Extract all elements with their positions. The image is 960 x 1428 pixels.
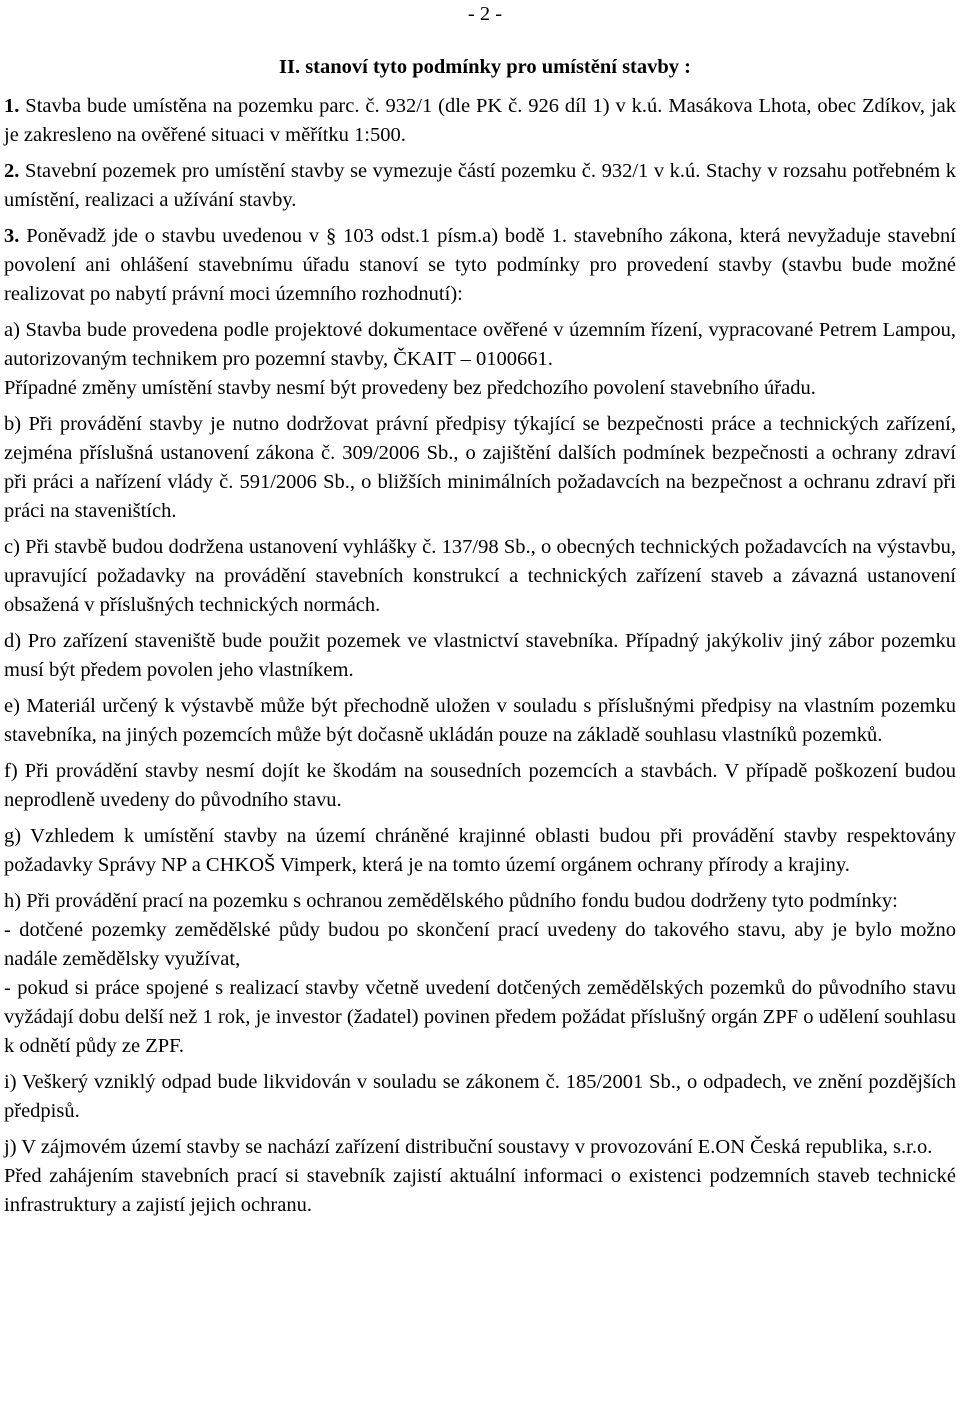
condition-3-text: Poněvadž jde o stavbu uvedenou v § 103 odst.1 písm.a) bodě 1. stavebního zákona, která nevyžaduje stavební povolení ani ohlášení stavebnímu úřadu stanoví se tyto podmínky pro provedení stavby (stavbu bude možné realizovat po nabytí právní moci územního rozhodnutí): [4, 225, 956, 305]
condition-2 [4, 157, 956, 215]
condition-h-point-1: - dotčené pozemky zemědělské půdy budou po skončení prací uvedeny do takového stavu, aby je bylo možno nadále zemědělsky využívat, [4, 919, 956, 970]
condition-d: d) Pro zařízení staveniště bude použit pozemek ve vlastnictví stavebníka. Případný jakýkoliv jiný zábor pozemku musí být předem povolen jeho vlastníkem. [4, 630, 956, 681]
condition-2-text: Stavební pozemek pro umístění stavby se vymezuje částí pozemku č. 932/1 v k.ú. Stachy v rozsahu potřebném k umístění, realizaci a užívání stavby. [4, 160, 956, 211]
condition-1 [4, 92, 956, 150]
condition-j-note: Před zahájením stavebních prací si stavebník zajistí aktuální informaci o existenci podzemních staveb technické infrastruktury a zajistí jejich ochranu. [4, 1165, 956, 1216]
page-number [4, 0, 956, 29]
condition-i: i) Veškerý vzniklý odpad bude likvidován v souladu se zákonem č. 185/2001 Sb., o odpadech, ve znění pozdějších předpisů. [4, 1071, 956, 1122]
condition-e: e) Materiál určený k výstavbě může být přechodně uložen v souladu s příslušnými předpisy na vlastním pozemku stavebníka, na jiných pozemcích může být dočasně ukládán pouze na základě souhlasu vlastníků pozemků. [4, 695, 956, 746]
condition-a: a) Stavba bude provedena podle projektové dokumentace ověřené v územním řízení, vypracované Petrem Lampou, autorizovaným technikem pro pozemní stavby, ČKAIT – 0100661. [4, 319, 956, 370]
condition-f: f) Při provádění stavby nesmí dojít ke škodám na sousedních pozemcích a stavbách. V případě poškození budou neprodleně uvedeny do původního stavu. [4, 760, 956, 811]
section-heading-text: II. stanoví tyto podmínky pro umístění stavby : [279, 56, 691, 78]
condition-b: b) Při provádění stavby je nutno dodržovat právní předpisy týkající se bezpečnosti práce a technických zařízení, zejména příslušná ustanovení zákona č. 309/2006 Sb., o zajištění dalších podmínek bezpečnosti a ochrany zdraví při práci a nařízení vlády č. 591/2006 Sb., o bližších minimálních požadavcích na bezpečnost a ochranu zdraví při práci na staveništích. [4, 413, 956, 522]
condition-a-note: Případné změny umístění stavby nesmí být provedeny bez předchozího povolení stavebního úřadu. [4, 377, 816, 399]
body-text [4, 92, 956, 1227]
condition-2-number: 2. [4, 160, 20, 182]
condition-g: g) Vzhledem k umístění stavby na území chráněné krajinné oblasti budou při provádění stavby respektovány požadavky Správy NP a CHKOŠ Vimperk, která je na tomto území orgánem ochrany přírody a krajiny. [4, 825, 956, 876]
condition-h-point-2: - pokud si práce spojené s realizací stavby včetně uvedení dotčených zemědělských pozemků do původního stavu vyžádají dobu delší než 1 rok, je investor (žadatel) povinen předem požádat příslušný orgán ZPF o udělení souhlasu k odnětí půdy ze ZPF. [4, 977, 956, 1057]
condition-3 [4, 222, 956, 309]
condition-1-text: Stavba bude umístěna na pozemku parc. č. 932/1 (dle PK č. 926 díl 1) v k.ú. Masákova Lhota, obec Zdíkov, jak je zakresleno na ověřené situaci v měřítku 1:500. [4, 95, 956, 146]
section-heading [4, 53, 956, 82]
condition-j: j) V zájmovém území stavby se nachází zařízení distribuční soustavy v provozování E.ON Česká republika, s.r.o. [4, 1136, 933, 1158]
condition-h: h) Při provádění prací na pozemku s ochranou zemědělského půdního fondu budou dodrženy tyto podmínky: [4, 890, 898, 912]
condition-3-number: 3. [4, 225, 20, 247]
page-number-text: - 2 - [467, 3, 503, 25]
condition-1-number: 1. [4, 95, 20, 117]
condition-c: c) Při stavbě budou dodržena ustanovení vyhlášky č. 137/98 Sb., o obecných technických požadavcích na výstavbu, upravující požadavky na provádění stavebních konstrukcí a technických zařízení staveb a závazná ustanovení obsažená v příslušných technických normách. [4, 536, 956, 616]
